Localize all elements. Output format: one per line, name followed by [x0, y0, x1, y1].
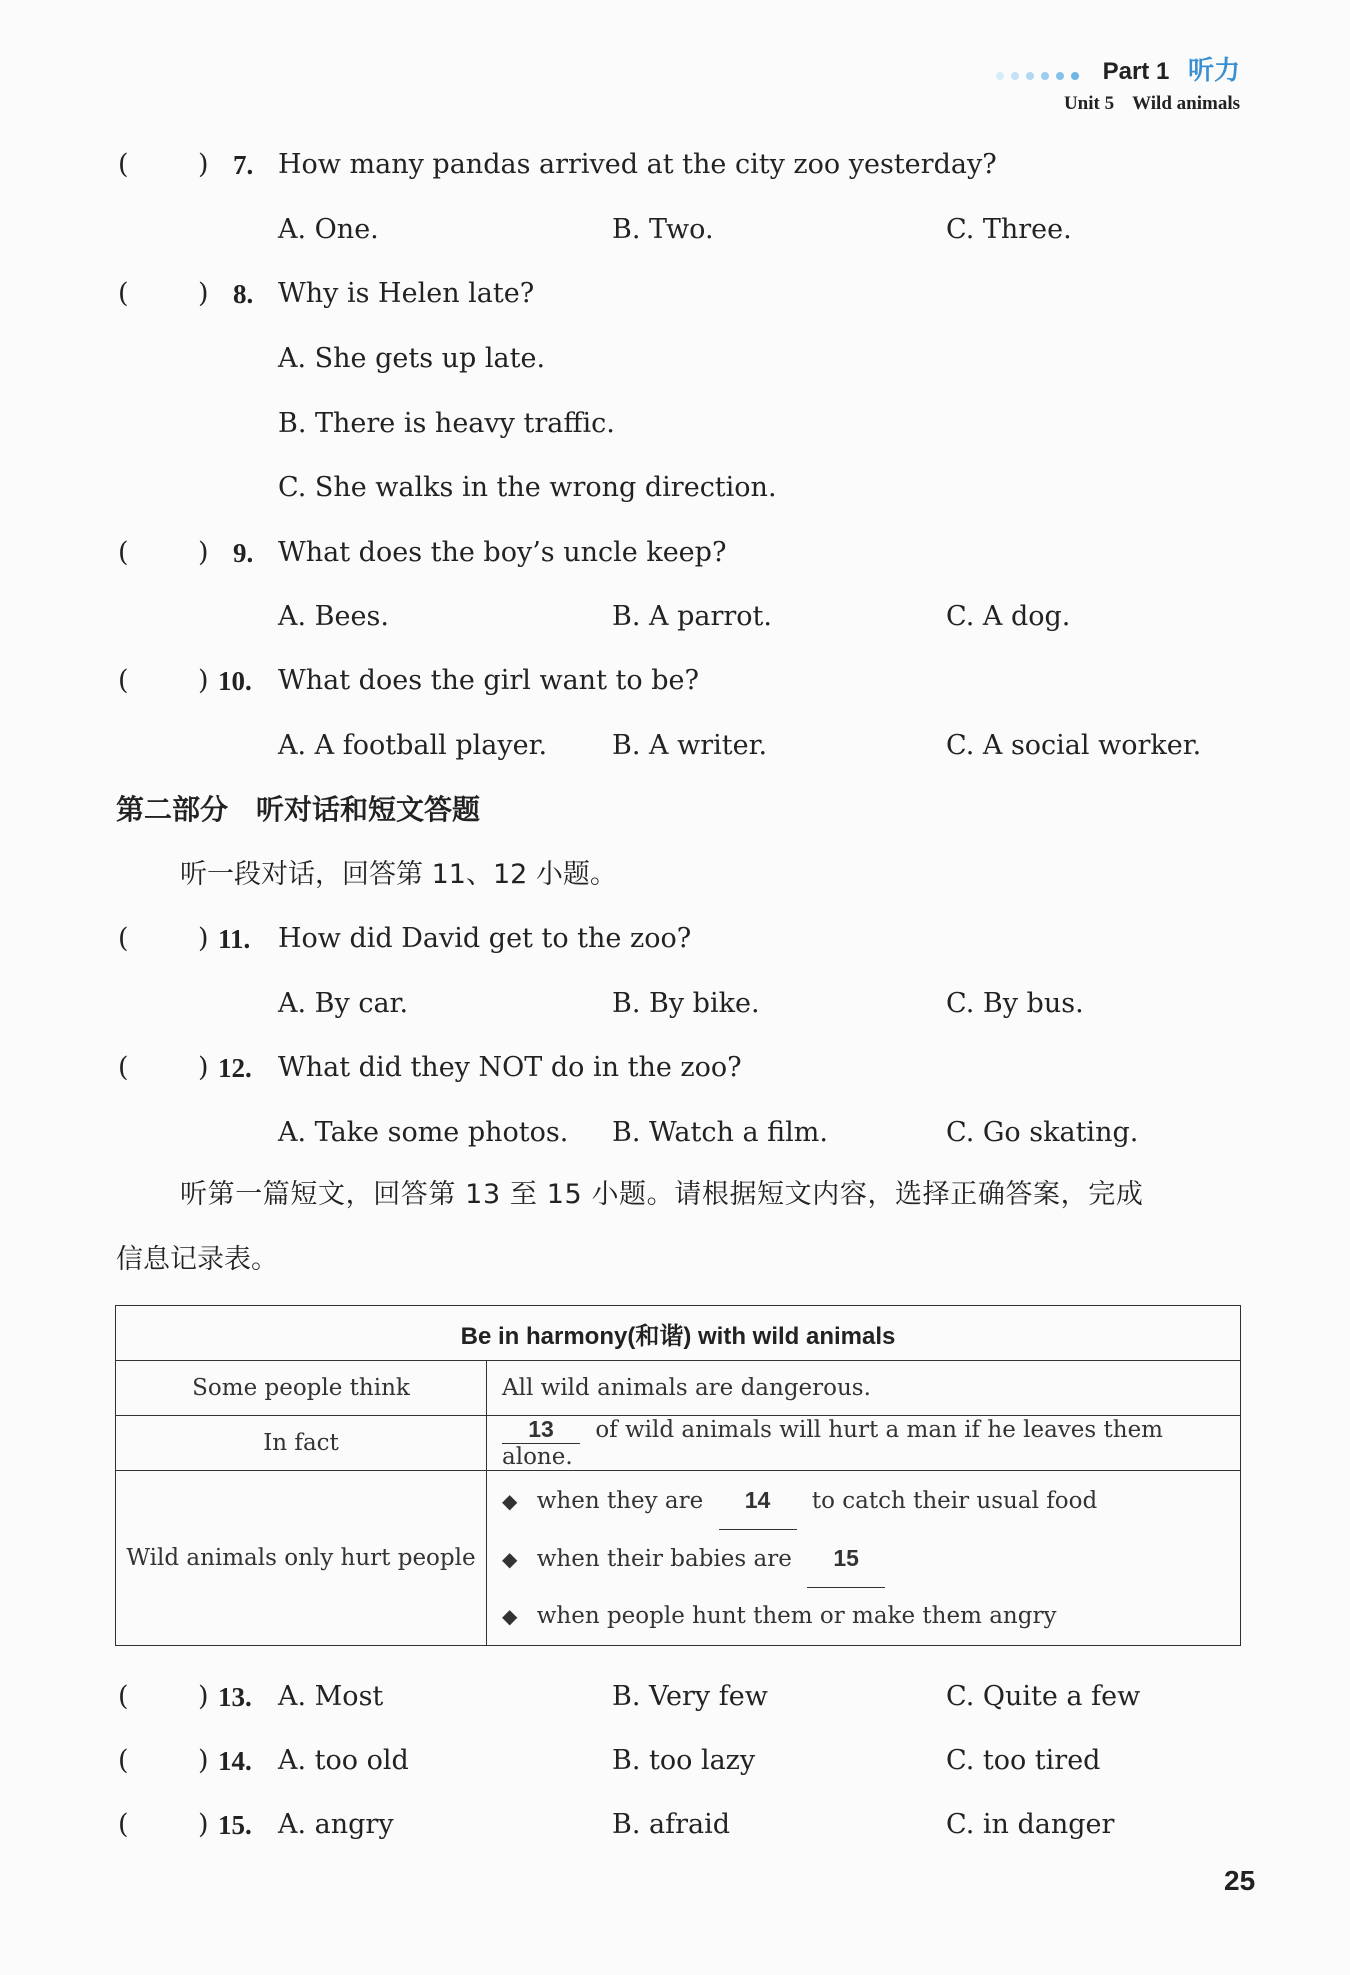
answer-paren-open[interactable]: (	[118, 1809, 129, 1840]
unit-label: Unit 5	[1063, 93, 1115, 114]
answer-paren-close: )	[198, 1809, 209, 1840]
instruction-dialogue: 听一段对话，回答第 11、12 小题。	[180, 859, 617, 890]
option-c: C. Quite a few	[946, 1681, 1141, 1712]
table-cell: All wild animals are dangerous.	[487, 1361, 1241, 1416]
blank-14[interactable]: 14	[719, 1471, 797, 1530]
table-row-label: In fact	[116, 1416, 487, 1471]
table-row-label: Some people think	[116, 1361, 487, 1416]
option-a: A. She gets up late.	[278, 343, 546, 374]
question-number: 14.	[218, 1746, 252, 1776]
answer-paren-close: )	[198, 665, 209, 696]
blank-13[interactable]: 13	[502, 1416, 580, 1444]
bullet-item: ◆ when their babies are 15	[502, 1529, 1240, 1587]
bullet-item: ◆ when they are 14 to catch their usual food	[502, 1471, 1240, 1529]
option-c: C. in danger	[946, 1809, 1115, 1840]
option-b: B. too lazy	[612, 1745, 756, 1776]
option-a: A. Take some photos.	[278, 1117, 569, 1148]
diamond-bullet-icon: ◆	[502, 1489, 518, 1513]
question-text: Why is Helen late?	[278, 278, 535, 309]
option-c: C. She walks in the wrong direction.	[278, 472, 777, 503]
option-b: B. Watch a film.	[612, 1117, 828, 1148]
question-number: 8.	[233, 279, 254, 309]
decorative-dots	[996, 59, 1086, 87]
answer-paren-open[interactable]: (	[118, 537, 129, 568]
page-number: 25	[1224, 1865, 1256, 1896]
question-number: 15.	[218, 1810, 252, 1840]
option-c: C. By bus.	[946, 988, 1084, 1019]
table-cell	[487, 1471, 1241, 1646]
info-record-table	[115, 1305, 1241, 1646]
dot-icon	[1026, 72, 1034, 80]
question-number: 11.	[218, 924, 251, 954]
answer-paren-close: )	[198, 149, 209, 180]
dot-icon	[1011, 72, 1019, 80]
option-b: B. Two.	[612, 214, 714, 245]
option-b: B. There is heavy traffic.	[278, 408, 615, 439]
dot-icon	[1071, 72, 1079, 80]
option-c: C. A social worker.	[946, 730, 1202, 761]
diamond-bullet-icon: ◆	[502, 1547, 518, 1571]
dot-icon	[1056, 72, 1064, 80]
answer-paren-close: )	[198, 923, 209, 954]
answer-paren-open[interactable]: (	[118, 1681, 129, 1712]
dot-icon	[1041, 72, 1049, 80]
question-number: 13.	[218, 1682, 252, 1712]
option-c: C. A dog.	[946, 601, 1071, 632]
option-c: C. too tired	[946, 1745, 1101, 1776]
part-label-cn: 听力	[1187, 55, 1240, 85]
blank-15[interactable]: 15	[807, 1529, 885, 1588]
question-text: What does the boy’s uncle keep?	[278, 537, 727, 568]
table-cell: 13 of wild animals will hurt a man if he leaves them alone.	[487, 1416, 1241, 1471]
option-c: C. Go skating.	[946, 1117, 1139, 1148]
question-text: What did they NOT do in the zoo?	[278, 1052, 742, 1083]
option-c: C. Three.	[946, 214, 1072, 245]
table-row-label: Wild animals only hurt people	[116, 1471, 487, 1646]
answer-paren-close: )	[198, 1681, 209, 1712]
dot-icon	[996, 72, 1004, 80]
table-title: Be in harmony(和谐) with wild animals	[116, 1306, 1241, 1361]
answer-paren-close: )	[198, 1745, 209, 1776]
part-label: Part 1	[1102, 58, 1170, 85]
answer-paren-close: )	[198, 278, 209, 309]
question-text: How many pandas arrived at the city zoo yesterday?	[278, 149, 997, 180]
option-b: B. A parrot.	[612, 601, 772, 632]
instruction-passage-line1: 听第一篇短文，回答第 13 至 15 小题。请根据短文内容，选择正确答案，完成	[180, 1179, 1144, 1210]
question-number: 10.	[218, 666, 252, 696]
answer-paren-open[interactable]: (	[118, 149, 129, 180]
option-a: A. A football player.	[278, 730, 548, 761]
option-a: A. One.	[278, 214, 379, 245]
answer-paren-close: )	[198, 1052, 209, 1083]
answer-paren-open[interactable]: (	[118, 665, 129, 696]
answer-paren-open[interactable]: (	[118, 1745, 129, 1776]
option-a: A. Bees.	[278, 601, 389, 632]
option-a: A. angry	[278, 1809, 394, 1840]
answer-paren-close: )	[198, 537, 209, 568]
section-title: 第二部分 听对话和短文答题	[116, 793, 481, 826]
question-text: What does the girl want to be?	[278, 665, 699, 696]
answer-paren-open[interactable]: (	[118, 1052, 129, 1083]
option-b: B. Very few	[612, 1681, 768, 1712]
option-a: A. too old	[278, 1745, 409, 1776]
bullet-item: ◆ when people hunt them or make them angry	[502, 1603, 1057, 1629]
instruction-passage-line2: 信息记录表。	[116, 1244, 278, 1275]
question-text: How did David get to the zoo?	[278, 923, 692, 954]
option-a: A. By car.	[278, 988, 409, 1019]
option-a: A. Most	[278, 1681, 384, 1712]
unit-title: Wild animals	[1132, 93, 1240, 114]
page-header	[996, 50, 1240, 115]
question-number: 9.	[233, 538, 254, 568]
option-b: B. afraid	[612, 1809, 731, 1840]
option-b: B. A writer.	[612, 730, 768, 761]
question-number: 7.	[233, 150, 254, 180]
answer-paren-open[interactable]: (	[118, 923, 129, 954]
answer-paren-open[interactable]: (	[118, 278, 129, 309]
option-b: B. By bike.	[612, 988, 760, 1019]
diamond-bullet-icon: ◆	[502, 1604, 518, 1628]
question-number: 12.	[218, 1053, 252, 1083]
